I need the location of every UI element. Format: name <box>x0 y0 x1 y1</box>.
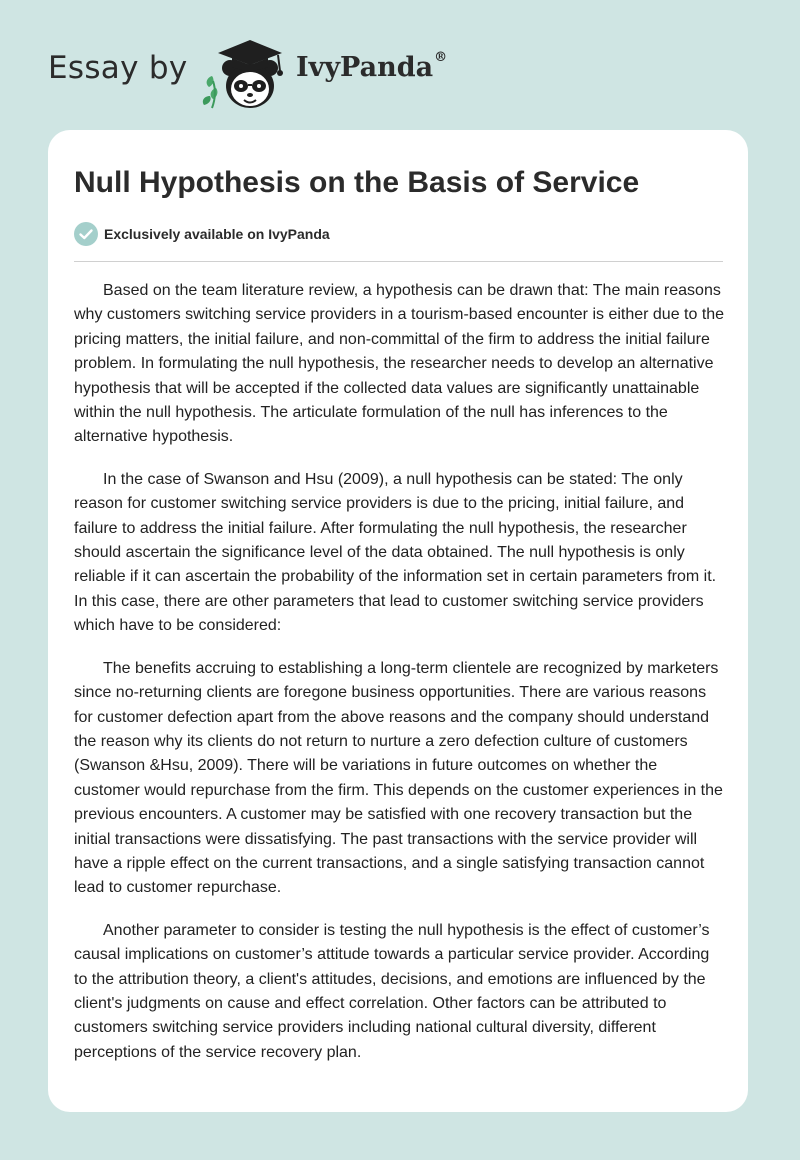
brand-name[interactable] <box>296 52 447 83</box>
essay-body <box>74 279 725 1083</box>
exclusive-badge <box>74 222 330 246</box>
essay-title: Null Hypothesis on the Basis of Service <box>74 166 640 199</box>
panda-graduate-icon[interactable] <box>200 34 292 110</box>
divider <box>74 261 723 262</box>
paragraph: Another parameter to consider is testing the null hypothesis is the effect of customer’s causal implications on customer’s attitude towards a particular service provider. According to the attribution theory, a client's attitudes, decisions, and emotions are influenced by the client's judgments on cause and effect correlation. Other factors can be attributed to customers switching service providers including national cultural diversity, different perceptions of the service recovery plan. <box>74 921 710 1061</box>
trademark-symbol: ® <box>434 50 448 65</box>
paragraph: Based on the team literature review, a hypothesis can be drawn that: The main reasons why customers switching service providers in a tourism-based encounter is either due to the pricing matters, the initial failure, and non-committal of the firm to address the initial failure problem. In formulating the null hypothesis, the researcher needs to develop an alternative hypothesis that will be accepted if the collected data values are significantly unattainable within the null hypothesis. The articulate formulation of the null has inferences to the alternative hypothesis. <box>74 282 725 446</box>
essay-card <box>48 130 748 1112</box>
brand-text: IvyPanda <box>296 52 434 83</box>
paragraph: In the case of Swanson and Hsu (2009), a null hypothesis can be stated: The only reason for customer switching service providers is due to the pricing, initial failure, and failure to address the initial failure. After formulating the null hypothesis, the researcher should ascertain the significance level of the data obtained. The null hypothesis is only reliable if it can ascertain the probability of the information set in certain parameters from it. In this case, there are other parameters that lead to customer switching service providers which have to be considered: <box>74 470 717 635</box>
exclusive-badge-label: Exclusively available on IvyPanda <box>104 226 330 242</box>
site-header <box>0 0 800 130</box>
check-circle-icon <box>74 222 98 246</box>
essay-by-label: Essay by <box>48 50 188 86</box>
paragraph: The benefits accruing to establishing a long-term clientele are recognized by marketers since no-returning clients are foregone business opportunities. There are various reasons for customer defection apart from the above reasons and the company should understand the reason why its clients do not return to nurture a zero defection culture of customers (Swanson &Hsu, 2009). There will be variations in future outcomes on whether the customer would repurchase from the firm. This depends on the customer experiences in the previous encounters. A customer may be satisfied with one recovery transaction but the initial transactions were dissatisfying. The past transactions with the service provider will have a ripple effect on the current transactions, and a single satisfying transaction cannot lead to customer repurchase. <box>74 659 723 897</box>
